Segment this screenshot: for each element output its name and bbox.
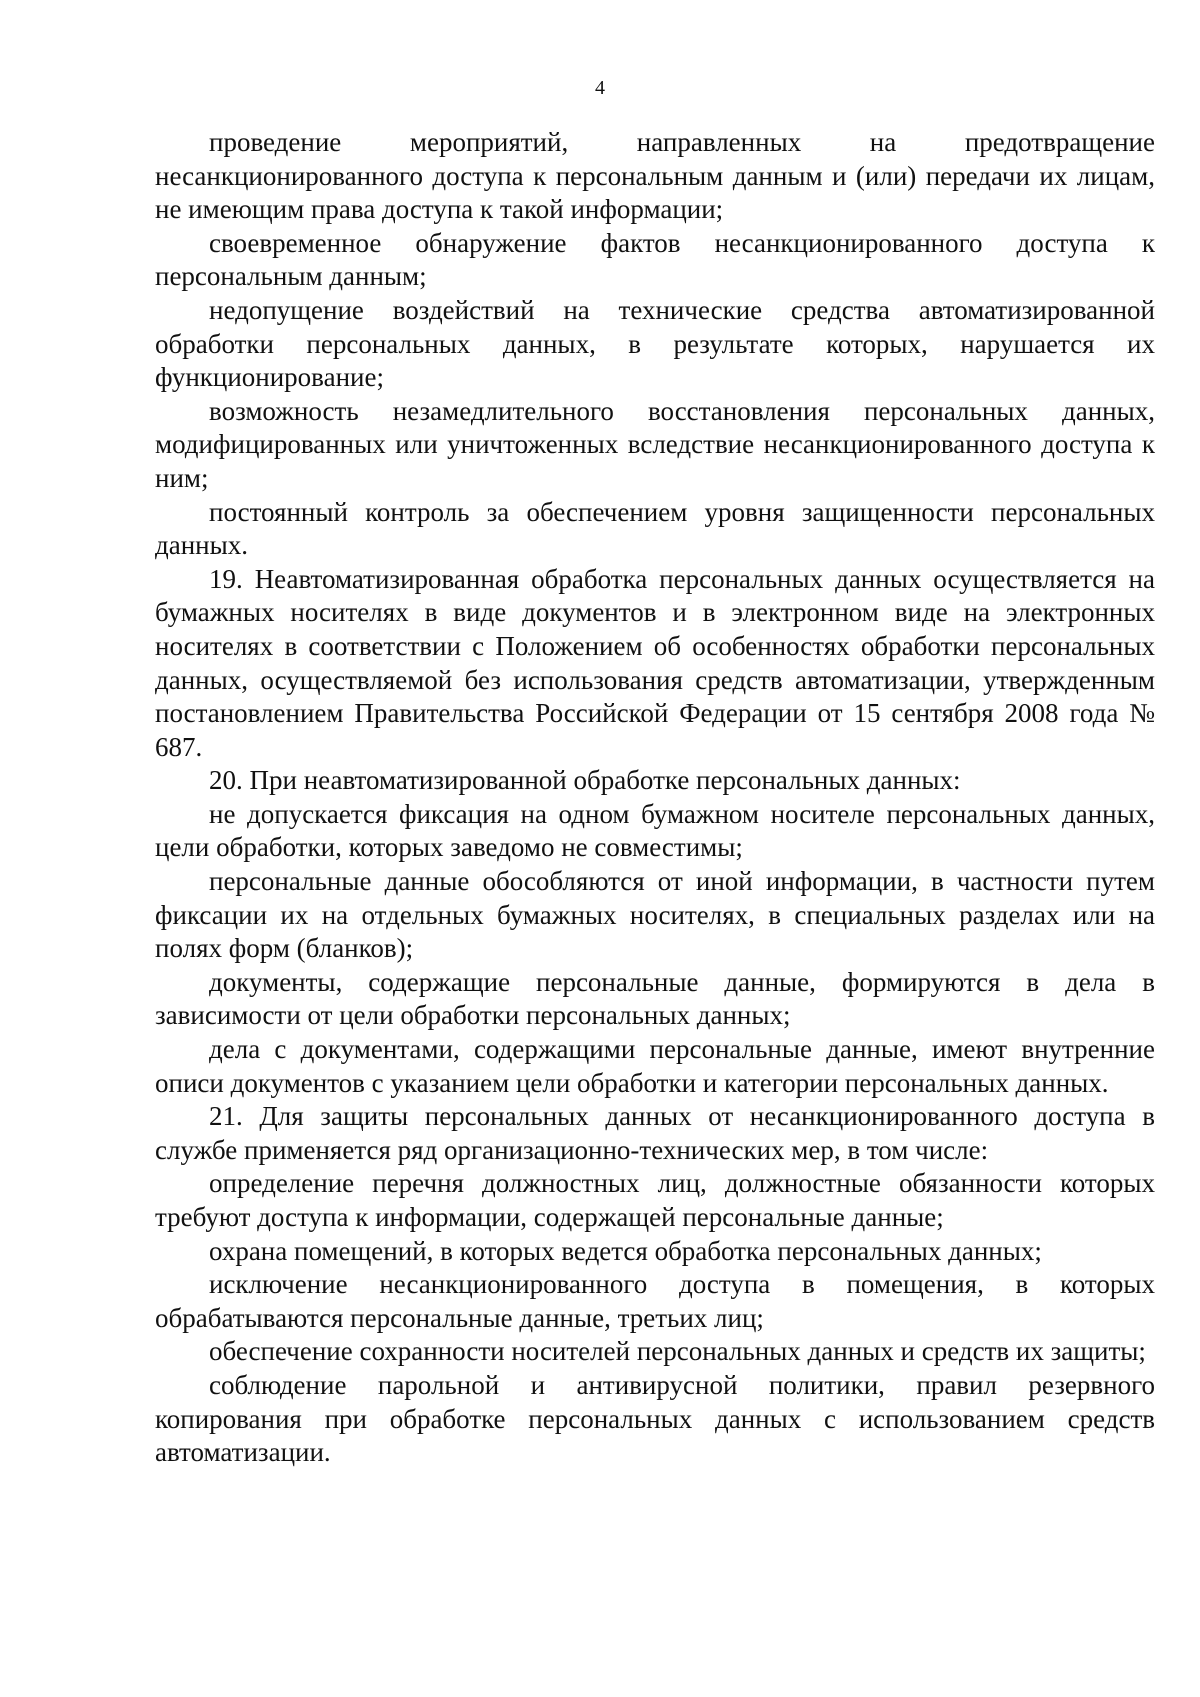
paragraph: дела с документами, содержащими персональные данные, имеют внутренние описи документов с указанием цели обработки и категории персональных данных. [155,1034,1155,1098]
paragraph: охрана помещений, в которых ведется обработка персональных данных; [209,1235,1042,1266]
paragraph: недопущение воздействий на технические средства автоматизированной обработки персональных данных, в результате которых, нарушается их функционирование; [155,294,1155,393]
paragraph: соблюдение парольной и антивирусной политики, правил резервного копирования при обработке персональных данных с использованием средств автоматизации. [155,1369,1155,1468]
paragraph: исключение несанкционированного доступа в помещения, в которых обрабатываются персональные данные, третьих лиц; [155,1269,1155,1333]
paragraph: персональные данные обособляются от иной информации, в частности путем фиксации их на отдельных бумажных носителях, в специальных разделах или на полях форм (бланков); [155,866,1155,964]
paragraph-item-20: 20. При неавтоматизированной обработке персональных данных: [209,765,961,796]
paragraph: обеспечение сохранности носителей персональных данных и средств их защиты; [209,1336,1146,1367]
paragraph: документы, содержащие персональные данные, формируются в дела в зависимости от цели обработки персональных данных; [155,966,1155,1031]
paragraph: не допускается фиксация на одном бумажном носителе персональных данных, цели обработки, которых заведомо не совместимы; [155,798,1155,863]
paragraph: возможность незамедлительного восстановления персональных данных, модифицированных или уничтоженных вследствие несанкционированного доступа к ним; [155,395,1155,493]
paragraph: определение перечня должностных лиц, должностные обязанности которых требуют доступа к информации, содержащей персональные данные; [155,1168,1155,1232]
paragraph-item-19: 19. Неавтоматизированная обработка персональных данных осуществляется на бумажных носителях в виде документов и в электронном виде на электронных носителях в соответствии с Положением об особенностях обработки персональных данных, осуществляемой без использования средств автоматизации, утвержденным постановлением Правительства Российской Федерации от 15 сентября 2008 года № 687. [155,563,1155,762]
page-number: 4 [595,77,605,99]
paragraph: своевременное обнаружение фактов несанкционированного доступа к персональным данным; [155,227,1155,292]
paragraph-item-21: 21. Для защиты персональных данных от несанкционированного доступа в службе применяется ряд организационно-технических мер, в том числе: [155,1101,1155,1165]
paragraph: постоянный контроль за обеспечением уровня защищенности персональных данных. [155,496,1155,561]
document-body [155,126,1155,1470]
paragraph: проведение мероприятий, направленных на предотвращение несанкционированного доступа к персональным данным и (или) передачи их лицам, не имеющим права доступа к такой информации; [155,127,1155,225]
